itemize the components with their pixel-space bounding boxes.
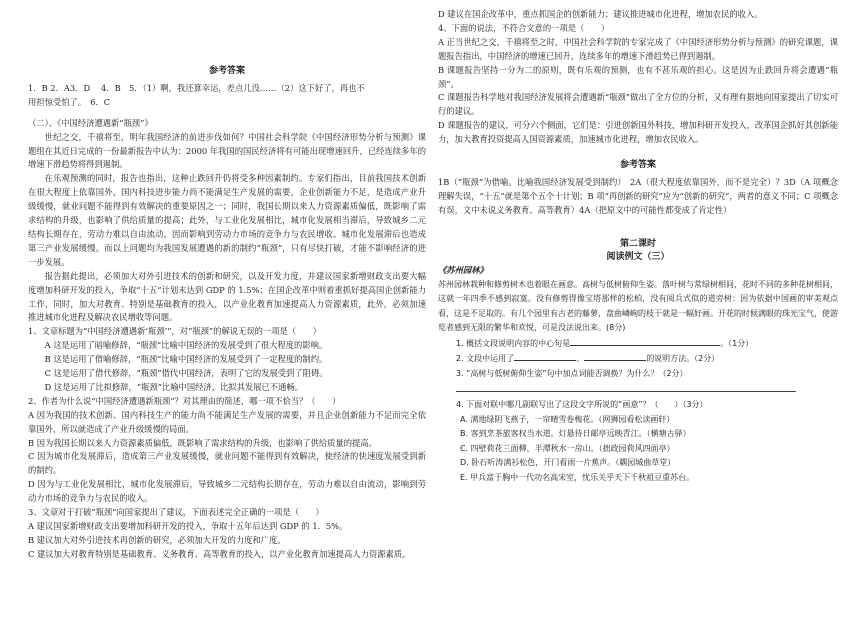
option: B 课题报告坚持一分为二的原则，既有乐观的预测，也有不甚乐观的担心。这是因为止跌回升将会遭遇“瓶颈”。 [438,64,838,89]
sub-question-3: 3. “高树与低树俯仰生姿”句中加点词能否调换？为什么？（2分） [456,368,688,378]
passage-title: 《苏州园林》 [438,264,488,275]
option: D. 卧石听涛满衫松色，开门看雨一片蕉声。（耦园城曲草堂） [460,458,676,468]
answers-line: 1．B 2．A3．D 4．B 5．（1）啊，我还算幸运，差点儿没……（2）这下好了，再也不 [28,82,365,93]
option: A 正当世纪之交，千禧将至之时，中国社会科学院的专家完成了《中国经济形势分析与预测》的研究课题，课题报告指出，中国经济的增速已回升，连续多年的增速下滑趋势已得到遏制。 [438,36,838,61]
option: D 因为与工业化发展相比，城市化发展滞后，导致城乡二元结构长期存在，劳动力难以自由流动，影响到劳动力市场的竞争力与农民的收入。 [28,479,426,504]
question-3: 3、文章对于打破“瓶颈”向国家提出了建议，下面表述完全正确的一项是（ ） [28,507,324,518]
option: C 这是运用了借代修辞，“瓶颈”借代中国经济，表明了它的发展受到了阻碍。 [44,368,328,379]
paragraph: 世纪之交，千禧将至，明年我国经济的前进步伐如何？中国社会科学院《中国经济形势分析与预测》课题组在其近日完成的一份最新报告中认为：2000 年我国的国民经济将有可能出现增速回升，已经连续多年的增速下滑趋势将得到遏制。 [28,131,426,170]
paragraph: 在乐观预测的同时，报告也指出，这种止跌回升仍将受多种因素制约。专家们指出，目前我国技术创新在很大程度上依靠国外，国内科技进步能力尚不能满足生产发展的需要，企业创新能力不足，是造成产业升级缓慢，就业问题不能得到有效解决的重要原因之一；同时，我国长期以来人力资源素质偏低，既影响了需求结构的升级，也影响了供给质量的提高；此外，与工业化发展相比，城市化发展相当滞后，导致城乡二元结构长期存在，劳动力难以自由流动，因而影响到劳动力市场的竞争力与农民增收。城市化发展滞后也造成第三产业发展缓慢。而以上问题均为我国发展遭遇的新的制约“瓶颈”，只有尽快打破，才能不影响经济的进一步发展。 [28,173,426,267]
lesson-heading: 第二课时 [619,238,656,249]
option: D 课题报告的建议，可分六个侧面，它们是：引进创新国外科技，增加科研开发投入，改革国企抓好其创新能力，加大教育投资提高人国资源素质，加速城市化进程，增加农民收入。 [438,120,838,145]
answer-blank[interactable] [584,351,646,361]
question-4: 4、下面的说法，不符合文意的一项是（ ） [438,22,610,33]
passage-text: 苏州园林栽种和修剪树木也着眼在画意。高树与低树俯仰生姿。落叶树与常绿树相间，花时不同的多种花树相间，这就一年四季不感到寂寞。没有修剪得像宝塔那样的松柏，没有阅兵式似的道旁树：因为依据中国画的审美观点看，这是不足取的。有几个园里有古老的藤萝，盘曲嶙峋的枝干就是一幅好画。开花的时候满眼的珠光宝气，使游览者感到无限的繁华和欢悦，可是没法说出来。(8分) [438,279,838,333]
option: C 课题报告科学地对我国经济发展将会遭遇新“瓶颈”做出了全方位的分析，又有理有据地向国家提出了切实可行的建议。 [438,92,838,117]
option: D 建议在国企改革中，重点抓国企的创新能力；建议推进城市化进程，增加农民的收入。 [438,9,763,19]
left-column [28,0,426,632]
option: B 这是运用了借喻修辞，“瓶颈”比喻中国经济的发展受到了一定程度的制约。 [44,354,328,365]
option: B 因为我国长期以来人力资源素质偏低，既影响了需求结构的升级，也影响了供给质量的提高。 [28,437,377,448]
answer-line[interactable] [456,381,796,392]
option: E. 甲兵富于胸中一代功名高宋室，忧乐关乎天下千秋祖豆重苏台。 [460,472,695,482]
right-column [438,0,838,632]
option: C 建议加大对教育特别是基础教育、义务教育、高等教育的投入，以产业化教育加速提高人力资源素质。 [28,548,411,559]
option: D 这是运用了比拟修辞，“瓶颈”比喻中国经济，比拟其发展已不通畅。 [44,381,303,392]
answer-blank[interactable] [514,351,576,361]
question-2: 2、作者为什么说“中国经济遭遇新瓶颈”？对其理由的简述，哪一项不恰当？（ ） [28,395,341,406]
question-1: 1、文章标题为“中国经济遭遇新‘瓶颈’”，对“瓶颈”的解说无误的一项是（ ） [28,326,322,337]
answer-blank[interactable] [570,336,720,346]
paragraph: 报告据此提出，必须加大对外引进技术的创新和研究，以及开发力度，并建议国家新增财政支出要大幅度增加科研开发的投入，争取“十五”计划末达到 GDP 的 1.5%；在国企改革中则着重抓好提高国企创新能力工作，同时，加大对教育、特别是基础教育的投入，以产业化教育加速提高人力资源素质，此外，必须加速推进城市化进程及解决农民增收等问题。 [28,270,426,323]
example-heading: 阅读例文（三） [606,251,670,262]
option: B 建议加大对外引进技术再创新的研究，必须加大开发的力度和广度。 [28,534,286,545]
answers-heading: 参考答案 [208,66,245,76]
answers-heading: 参考答案 [619,160,656,171]
answers-line: 用担惊受怕了。 6．C [28,96,111,107]
option: C. 四壁荷花三面柳，半潭秋水一房山。（拙政园荷风四面亭） [460,443,675,453]
section-title: （二）、《中国经济遭遇新“瓶颈”》 [28,117,153,128]
sub-question-4: 4. 下面对联中哪几副联写出了这段文字所说的“画意”？（ ）（3分） [456,400,708,410]
answers-text: 1B（“瓶颈”为借喻。比喻我国经济发展受到制约） 2A（很大程度依靠国外，而不是完全）？3D（A 项概念理解失误，“十五”就是第个五个十计划；B 项“再创新的研究”应为“创新的研究”，两者的意义不同；C 项概念有误，文中未说义务教育、高等教育）4A（把原文中的可能性都变成了肯定性） [438,176,838,215]
option: B. 客到烹茶旅客权当水道，灯悬待日邮亭远映青江。（横塘古驿） [460,429,691,439]
sub-question-2: 2. 文段中运用了 、 的说明方法。（2分） [456,351,838,367]
option: C 因为城市化发展滞后，造成第三产业发展缓慢，就业问题不能得到有效解决，使经济的快速度发展受到新的制约。 [28,451,426,476]
option: A 建议国家新增财政支出要增加科研开发的投入，争取十五年后达到 GDP 的 1．5%。 [28,521,348,531]
sub-question-1: 1. 概括文段说明内容的中心句是 。（1分） [456,336,838,352]
option: A 因为我国的技术创新、国内科技生产的能力尚不能满足生产发展的需要，并且企业创新能力不足而完全依靠国外，所以就造成了产业升级缓慢的局面。 [28,409,426,434]
option: A 这是运用了暗喻修辞，“瓶颈”比喻中国经济的发展受到了很大程度的影响。 [44,340,328,351]
option: A. 满地绿阴飞燕子，一帘晴雪卷梅花。（网狮园看松读画轩） [460,414,675,424]
